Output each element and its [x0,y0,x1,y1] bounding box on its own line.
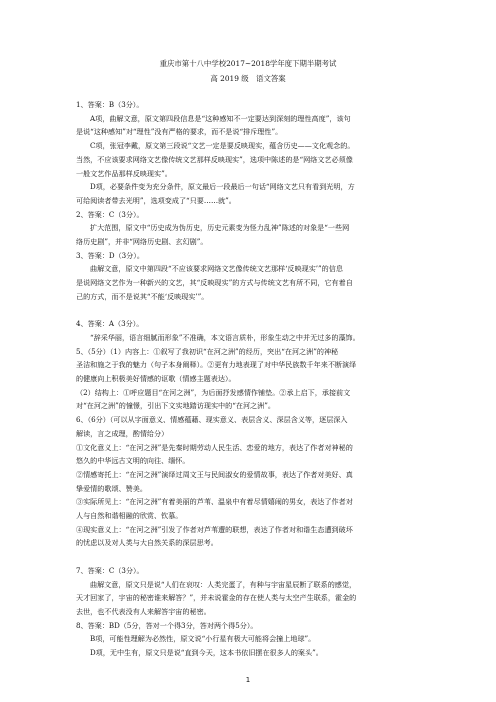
text-line: 人与自然和谐相融的欣赏、钦慕。 [76,511,183,521]
text-line: 曲解文意，原文中第四段“不应该要求网络文艺像传统文艺那样‘反映现实’”的信息 [90,264,343,274]
text-line: 悠久的中华远古文明的向往、缅怀。 [76,456,190,466]
blank-line [76,304,422,318]
text-line: ①文化意义上：“在河之洲”是先秦时期劳动人民生活、恋爱的地方，表达了作者对神秘的 [76,442,353,452]
blank-line [76,550,422,564]
text-line: ③实际所见上：“在河之洲”有着美丽的芦苇、温泉中有着尽情嬉闹的男女，表达了作者对 [76,497,353,507]
document-subtitle: 高 2019 级 语文答案 [210,74,286,83]
text-line: ④现实意义上：“在河之洲”引发了作者对芦苇遭的联想，表达了作者对和谐生态遭到破坏 [76,524,353,534]
text-line: 解读，言之成理，酌情给分） [76,428,169,438]
text-line: 当然，不应该要求网络文艺像传统文艺那样反映现实”，选项中陈述的是“网络文艺必须像 [76,154,353,164]
text-line: “辞采华丽，语言细腻而形象”不准确，本文语言质朴，形象生动之中并无过多的藻饰。 [90,332,360,342]
document-title: 重庆市第十八中学校2017~2018学年度下期半期考试 [159,59,337,68]
text-line: 的健康向上积极美好情感的讴歌（情感主题表达）。 [76,374,236,384]
text-line: D项，必要条件变为充分条件，原文最后一段最后一句话“网络文艺只有看到光明，方 [90,182,355,192]
text-line: A项，曲解文意，原文第四段信息是“这种感知不一定要达到深刻的理性高度”，该句 [90,113,351,123]
text-line: 7、答案：C（3分）。 [76,565,144,575]
text-line: 1、答案：B（3分）。 [76,100,144,109]
text-line: 2、答案：C（3分）。 [76,209,144,219]
text-line: 曲解文意，原文只是说“人们在哀叹：人类完蛋了，有种与宇宙星辰断了联系的感觉， [90,579,357,589]
text-line: 扩大范围，原文中“历史成为伪历史，历史元素变为怪力乱神”陈述的对象是“一些网 [90,223,350,233]
text-line: 挚爱情的歌颂、赞美。 [76,483,147,493]
text-line: 圣洁和施之于我的魅力（句子本身阐释）。②更有力地表现了对中华民族数千年来不断演绎 [76,360,357,370]
text-line: 己的方式，而不是说其“不能‘反映现实’”。 [76,291,209,301]
text-line: ②情感寄托上：“在河之洲”演绎过周文王与民间淑女的爱情故事，表达了作者对美好、真 [76,469,353,479]
text-line: C项，张冠李戴，原文第三段说“文艺一定是要反映现实，蕴含历史——文化观念的。 [90,141,355,151]
text-line: 的忧虑以及对人类与大自然关系的深层思考。 [76,538,218,548]
answer-body [76,98,422,660]
text-line: 去世，也不代表没有人来解答宇宙的秘密。 [76,606,211,616]
text-line: 对“在河之洲”的憧憬，引出下文实地踏访现实中的“在河之洲”。 [76,401,275,411]
text-line: 5、（5分）（1）内容上：①叙写了我初识“在河之洲”的经历，突出“在河之洲”的神秘 [76,346,339,356]
text-line: 8、答案：BD（5分，答对一个得3分，答对两个得5分）。 [76,620,258,630]
text-line: 6、（6分）（可以从字面意义、情感蕴藉、现实意义、表层含义、深层含义等，逐层深入 [76,415,348,425]
text-line: B项，可能性理解为必然性，原文说“小行星有极大可能将会撞上地球”。 [90,634,316,644]
text-line: 3、答案：D（3分）。 [76,250,144,260]
page-number: 1 [245,676,251,684]
text-line: 一般文艺作品那样反映现实”。 [76,168,172,178]
text-line: （2）结构上：①呼应题目“在河之洲”，为后面抒发感情作铺垫。②承上启下，承接前文 [76,387,351,397]
text-line: 是说“这种感知”对“理性”没有严格的要求，而不是说“排斥理性”。 [76,127,283,137]
text-line: 可给阅读者带去光明”，选项变成了“只要……就”。 [76,195,236,205]
text-line: D项，无中生有，原文只是说“直到今天，这本书依旧摆在很多人的案头”。 [90,648,323,658]
text-line: 天才回家了，宇宙的秘密谁来解答？”，并未说霍金的存在使人类与太空产生联系，霍金的 [76,593,357,603]
text-line: 络历史剧”，并非“网络历史剧、玄幻剧”。 [76,237,208,247]
text-line: 4、答案：A（3分）。 [76,319,144,329]
text-line: 是说网络文艺作为一种新兴的文艺，其“反映现实”的方式与传统文艺有所不同，它有着自 [76,278,353,288]
